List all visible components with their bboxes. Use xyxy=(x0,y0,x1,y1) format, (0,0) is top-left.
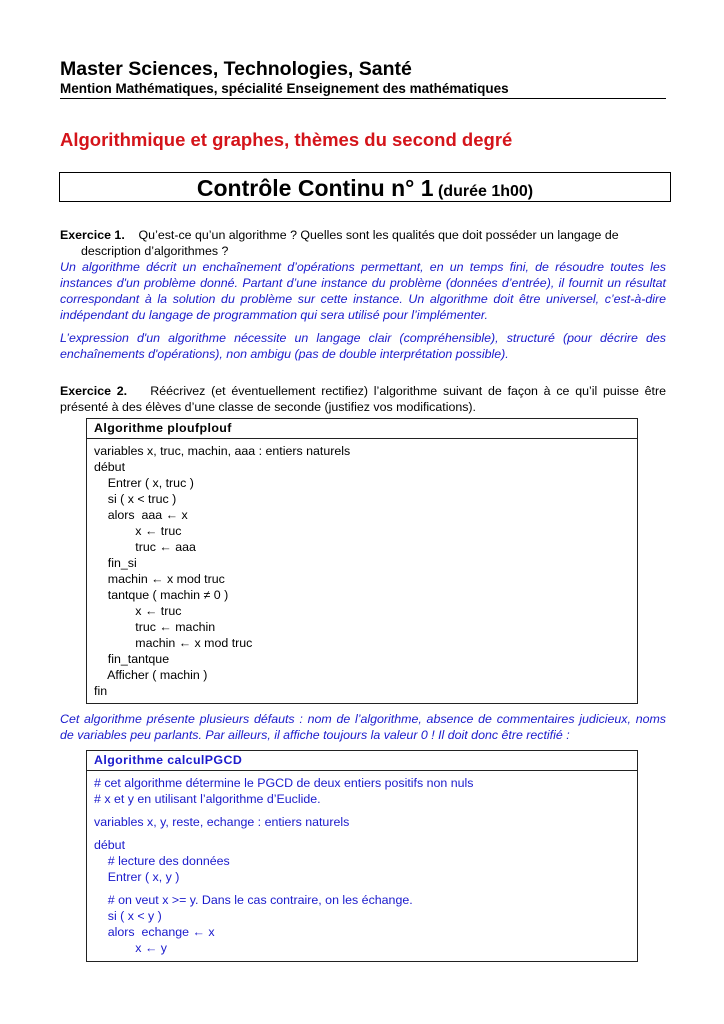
exam-title-box xyxy=(59,172,671,202)
algorithm-ploufplouf-box xyxy=(86,418,638,704)
code-line: fin xyxy=(94,684,108,698)
code-line: début xyxy=(94,460,126,474)
algorithm-ploufplouf-title: Algorithme ploufplouf xyxy=(87,419,637,439)
code-line: variables x, truc, machin, aaa : entiers naturels xyxy=(94,444,351,458)
algorithm-calculpgcd-code xyxy=(87,771,637,958)
code-line: fin_si xyxy=(94,556,137,570)
code-line: truc ← aaa xyxy=(94,540,196,554)
code-then-line: alors echange ← x xyxy=(94,925,215,939)
code-line: x ← truc xyxy=(94,604,182,618)
code-line: tantque ( machin ≠ 0 ) xyxy=(94,588,229,602)
code-line: machin ← x mod truc xyxy=(94,636,253,650)
exercise-1-answer-1: Un algorithme décrit un enchaînement d’opérations permettant, en un temps fini, de résoudre toutes les instances d'un problème donné. Partant d’une instance du problème (données d’entrée), il fournit un résultat correspondant à la solution du problème sur cette instance. Un algorithme doit être universel, c’est-à-dire indépendant du langage de programmation qui sera utilisé pour l’implémenter. xyxy=(60,260,666,322)
header-divider xyxy=(60,98,666,99)
exam-duration: (durée 1h00) xyxy=(437,183,534,200)
algorithm-calculpgcd-box xyxy=(86,750,638,962)
exercise-1 xyxy=(60,227,666,362)
code-assign-line: x ← y xyxy=(94,941,167,955)
mention-subtitle: Mention Mathématiques, spécialité Enseignement des mathématiques xyxy=(60,81,509,96)
code-comment-line: # on veut x >= y. Dans le cas contraire, on les échange. xyxy=(94,893,413,907)
code-input-line: Entrer ( x, y ) xyxy=(94,870,180,884)
code-line: Entrer ( x, truc ) xyxy=(94,476,194,490)
code-comment-line: # x et y en utilisant l’algorithme d’Euclide. xyxy=(94,792,321,806)
exercise-2-question-block xyxy=(60,383,666,415)
code-debut-line: début xyxy=(94,838,126,852)
code-line: fin_tantque xyxy=(94,652,170,666)
exercise-2-label: Exercice 2. xyxy=(60,384,128,398)
code-comment-line: # cet algorithme détermine le PGCD de deux entiers positifs non nuls xyxy=(94,776,474,790)
code-line: Afficher ( machin ) xyxy=(94,668,208,682)
exercise-1-question: Qu’est-ce qu’un algorithme ? Quelles sont les qualités que doit posséder un langage de description d’algorithmes ? xyxy=(81,228,619,258)
program-title: Master Sciences, Technologies, Santé xyxy=(60,58,412,80)
exam-title: Contrôle Continu n° 1 xyxy=(196,175,434,201)
exercise-1-answer-2: L’expression d'un algorithme nécessite un langage clair (compréhensible), structuré (pour décrire des enchaînements d'opérations), non ambigu (pas de double interprétation possible). xyxy=(60,331,666,361)
code-comment-line: # lecture des données xyxy=(94,854,230,868)
code-line: alors aaa ← x xyxy=(94,508,188,522)
code-line: machin ← x mod truc xyxy=(94,572,225,586)
exercise-2-question: Réécrivez (et éventuellement rectifiez) l’algorithme suivant de façon à ce qu’il puisse être présenté à des élèves d’une classe de seconde (justifiez vos modifications). xyxy=(60,384,666,414)
exercise-1-label: Exercice 1. xyxy=(60,228,125,242)
algorithm-calculpgcd-title: Algorithme calculPGCD xyxy=(87,751,637,771)
code-line: si ( x < truc ) xyxy=(94,492,177,506)
algorithm-ploufplouf-code xyxy=(87,439,637,701)
code-variables-line: variables x, y, reste, echange : entiers naturels xyxy=(94,815,350,829)
exercise-1-question-line xyxy=(60,227,666,259)
code-if-line: si ( x < y ) xyxy=(94,909,162,923)
course-title: Algorithmique et graphes, thèmes du second degré xyxy=(60,129,513,150)
exercise-2-answer: Cet algorithme présente plusieurs défauts : nom de l’algorithme, absence de commentaires judicieux, noms de variables peu parlants. Par ailleurs, il affiche toujours la valeur 0 ! Il doit donc être rectifié : xyxy=(60,712,666,742)
code-line: x ← truc xyxy=(94,524,182,538)
code-line: truc ← machin xyxy=(94,620,216,634)
